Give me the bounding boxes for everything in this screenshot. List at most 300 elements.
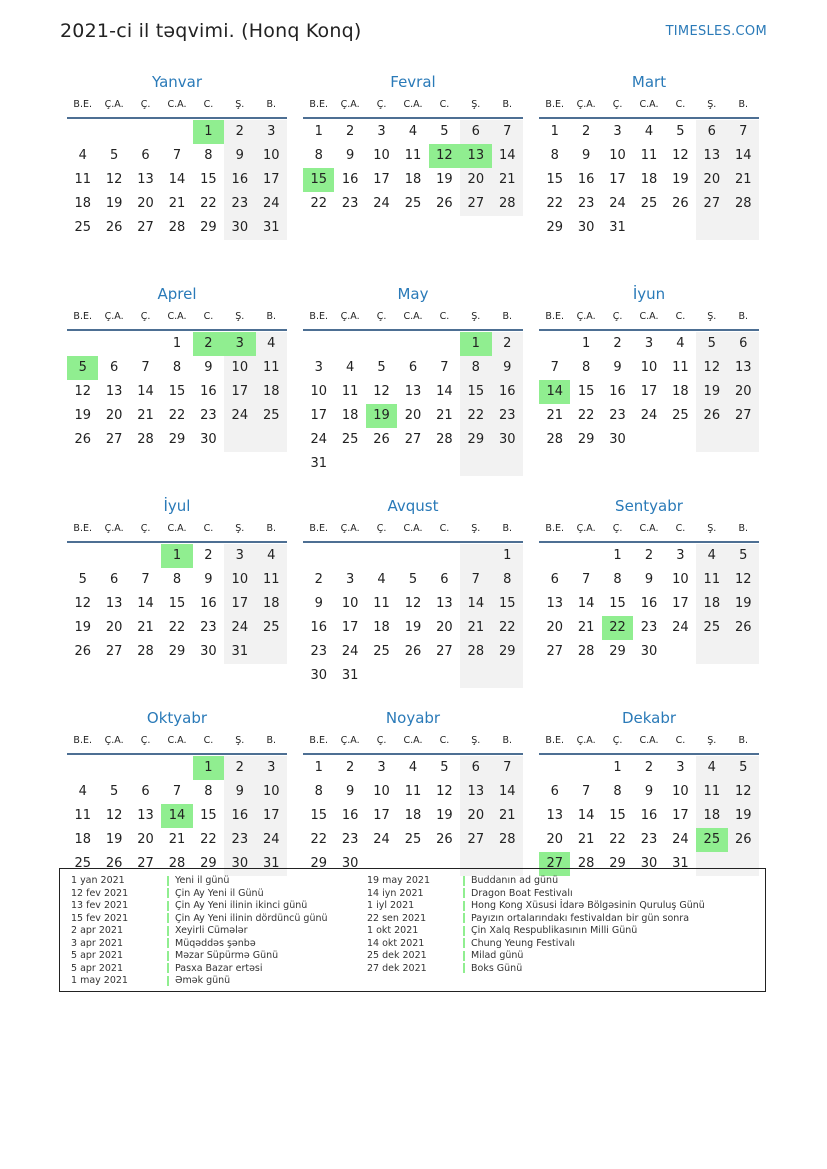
weekday-label: Ş. bbox=[707, 523, 717, 534]
day-cell: 1 bbox=[314, 760, 323, 775]
weekday-label: Ç. bbox=[376, 311, 387, 322]
day-cell: 16 bbox=[341, 172, 359, 187]
weekday-label: B. bbox=[266, 735, 277, 746]
days-grid bbox=[67, 332, 287, 452]
day-cell: 23 bbox=[492, 404, 523, 428]
day-cell: 9 bbox=[613, 360, 622, 375]
day-cell: 1 bbox=[314, 124, 323, 139]
empty-cell bbox=[633, 216, 664, 240]
day-cell: 3 bbox=[314, 360, 323, 375]
weekday-label: C. bbox=[203, 523, 214, 534]
day-cell: 11 bbox=[696, 568, 727, 592]
day-cell: 24 bbox=[373, 196, 390, 211]
weekday-label: B. bbox=[738, 735, 749, 746]
day-cell: 19 bbox=[728, 804, 759, 828]
day-cell: 10 bbox=[672, 572, 689, 587]
month-name: Aprel bbox=[157, 285, 197, 303]
empty-cell bbox=[665, 428, 696, 452]
day-cell: 2 bbox=[224, 756, 255, 780]
day-cell: 11 bbox=[404, 148, 422, 163]
day-cell: 10 bbox=[224, 356, 255, 380]
weekday-label: B.E. bbox=[309, 735, 328, 746]
day-cell: 25 bbox=[672, 408, 689, 423]
holiday-day-cell: 27 bbox=[539, 852, 570, 876]
holiday-legend-row bbox=[367, 913, 705, 926]
holiday-legend bbox=[59, 868, 766, 992]
days-grid bbox=[67, 544, 287, 664]
day-cell: 5 bbox=[696, 332, 727, 356]
day-cell: 21 bbox=[492, 168, 523, 192]
day-cell: 14 bbox=[460, 592, 491, 616]
empty-cell bbox=[303, 544, 334, 568]
day-cell: 18 bbox=[373, 620, 390, 635]
day-cell: 23 bbox=[341, 196, 359, 211]
empty-cell bbox=[570, 544, 601, 568]
day-cell: 25 bbox=[74, 856, 91, 871]
day-cell: 25 bbox=[74, 220, 91, 235]
day-cell: 5 bbox=[728, 544, 759, 568]
empty-cell bbox=[98, 120, 129, 144]
day-cell: 28 bbox=[137, 432, 154, 447]
weekday-label: Ç. bbox=[612, 99, 623, 110]
holiday-day-cell: 1 bbox=[161, 544, 192, 568]
day-cell: 7 bbox=[581, 784, 591, 799]
day-cell: 13 bbox=[105, 384, 123, 399]
empty-cell bbox=[366, 664, 397, 688]
weekday-label: C.A. bbox=[167, 523, 187, 534]
day-cell: 6 bbox=[460, 756, 491, 780]
holiday-date: 14 okt 2021 bbox=[367, 937, 425, 949]
weekday-label: B. bbox=[738, 311, 749, 322]
day-cell: 13 bbox=[460, 780, 491, 804]
day-cell: 10 bbox=[609, 148, 626, 163]
holiday-name: Boks Günü bbox=[471, 962, 523, 974]
empty-cell bbox=[665, 640, 696, 664]
day-cell: 24 bbox=[373, 832, 390, 847]
day-cell: 28 bbox=[168, 220, 186, 235]
holiday-legend-row bbox=[71, 900, 328, 913]
day-cell: 27 bbox=[460, 828, 491, 852]
weekday-label: C.A. bbox=[403, 735, 423, 746]
day-cell: 17 bbox=[256, 804, 287, 828]
weekday-header bbox=[539, 305, 759, 331]
holiday-name: Müqəddəs şənbə bbox=[175, 937, 256, 949]
day-cell: 25 bbox=[640, 196, 658, 211]
day-cell: 26 bbox=[74, 432, 91, 447]
holiday-date: 5 apr 2021 bbox=[71, 950, 124, 961]
weekday-label: Ş. bbox=[235, 99, 245, 110]
day-cell: 30 bbox=[200, 644, 217, 659]
day-cell: 27 bbox=[105, 432, 123, 447]
month-name: Oktyabr bbox=[146, 709, 208, 727]
day-cell: 15 bbox=[492, 592, 523, 616]
weekday-header bbox=[539, 729, 759, 755]
day-cell: 4 bbox=[256, 332, 287, 356]
holiday-day-cell: 25 bbox=[696, 828, 727, 852]
day-cell: 7 bbox=[172, 148, 182, 163]
day-cell: 19 bbox=[404, 620, 422, 635]
day-cell: 26 bbox=[436, 196, 453, 211]
day-cell: 25 bbox=[341, 432, 359, 447]
day-cell: 20 bbox=[460, 804, 491, 828]
day-cell: 5 bbox=[676, 124, 685, 139]
day-cell: 4 bbox=[696, 756, 727, 780]
day-cell: 22 bbox=[310, 196, 327, 211]
weekday-header bbox=[67, 305, 287, 331]
day-cell: 17 bbox=[609, 172, 626, 187]
day-cell: 8 bbox=[314, 148, 323, 163]
day-cell: 14 bbox=[492, 144, 523, 168]
day-cell: 28 bbox=[577, 644, 595, 659]
holiday-date: 1 yan 2021 bbox=[71, 875, 125, 886]
day-cell: 5 bbox=[377, 360, 386, 375]
holiday-date: 3 apr 2021 bbox=[71, 937, 124, 949]
day-cell: 10 bbox=[224, 568, 255, 592]
day-cell: 30 bbox=[640, 644, 658, 659]
day-cell: 8 bbox=[613, 572, 622, 587]
day-cell: 29 bbox=[577, 432, 595, 447]
month-block bbox=[539, 495, 759, 707]
weekday-label: C.A. bbox=[639, 735, 659, 746]
day-cell: 8 bbox=[460, 356, 491, 380]
day-cell: 22 bbox=[609, 832, 626, 847]
day-cell: 18 bbox=[341, 408, 359, 423]
day-cell: 26 bbox=[105, 856, 123, 871]
holiday-date: 1 iyl 2021 bbox=[367, 900, 415, 911]
weekday-label: B. bbox=[266, 311, 277, 322]
day-cell: 24 bbox=[672, 620, 689, 635]
day-cell: 12 bbox=[74, 596, 91, 611]
weekday-label: B. bbox=[502, 523, 513, 534]
empty-cell bbox=[67, 544, 98, 568]
day-cell: 26 bbox=[436, 832, 453, 847]
holiday-name: Çin Ay Yeni ilinin ikinci günü bbox=[175, 900, 308, 911]
empty-cell bbox=[460, 452, 491, 476]
day-cell: 15 bbox=[168, 596, 186, 611]
days-grid bbox=[539, 544, 759, 664]
day-cell: 29 bbox=[200, 856, 217, 871]
day-cell: 3 bbox=[256, 756, 287, 780]
holiday-name: Xeyirli Cümələr bbox=[175, 925, 248, 936]
weekday-label: B. bbox=[738, 99, 749, 110]
holiday-day-cell: 19 bbox=[366, 404, 397, 428]
weekday-label: C. bbox=[439, 523, 450, 534]
day-cell: 30 bbox=[200, 432, 217, 447]
holiday-name: Əmək günü bbox=[175, 975, 231, 986]
holiday-legend-row bbox=[367, 875, 705, 888]
day-cell: 4 bbox=[78, 148, 87, 163]
empty-cell bbox=[130, 332, 161, 356]
holiday-marker bbox=[167, 926, 169, 936]
day-cell: 13 bbox=[728, 356, 759, 380]
holiday-name: Dragon Boat Festivalı bbox=[471, 887, 573, 899]
weekday-label: C. bbox=[675, 99, 686, 110]
weekday-label: B.E. bbox=[309, 523, 328, 534]
day-cell: 6 bbox=[696, 120, 727, 144]
day-cell: 1 bbox=[581, 336, 591, 351]
holiday-name: Məzar Süpürmə Günü bbox=[175, 950, 279, 961]
weekday-label: C. bbox=[675, 735, 686, 746]
day-cell: 22 bbox=[492, 616, 523, 640]
holiday-legend-right bbox=[367, 875, 705, 975]
day-cell: 16 bbox=[609, 384, 626, 399]
day-cell: 14 bbox=[492, 780, 523, 804]
day-cell: 13 bbox=[546, 596, 563, 611]
day-cell: 7 bbox=[550, 360, 559, 375]
empty-cell bbox=[397, 332, 428, 356]
weekday-label: Ç. bbox=[140, 523, 151, 534]
day-cell: 20 bbox=[460, 168, 491, 192]
day-cell: 31 bbox=[310, 456, 327, 471]
weekday-label: C. bbox=[675, 523, 686, 534]
month-block bbox=[303, 283, 523, 495]
holiday-date: 19 may 2021 bbox=[367, 875, 431, 886]
empty-cell bbox=[570, 756, 601, 780]
holiday-date: 12 fev 2021 bbox=[71, 887, 129, 899]
day-cell: 27 bbox=[436, 644, 453, 659]
day-cell: 25 bbox=[256, 616, 287, 640]
day-cell: 9 bbox=[345, 784, 355, 799]
day-cell: 10 bbox=[310, 384, 327, 399]
day-cell: 28 bbox=[728, 192, 759, 216]
day-cell: 8 bbox=[314, 784, 323, 799]
weekday-label: Ç. bbox=[612, 311, 623, 322]
weekday-label: Ş. bbox=[707, 311, 717, 322]
day-cell: 21 bbox=[460, 616, 491, 640]
day-cell: 12 bbox=[436, 784, 453, 799]
day-cell: 28 bbox=[436, 432, 453, 447]
weekday-label: C. bbox=[439, 99, 450, 110]
weekday-header bbox=[303, 517, 523, 543]
day-cell: 20 bbox=[137, 196, 154, 211]
holiday-legend-row bbox=[367, 938, 705, 951]
holiday-marker bbox=[167, 876, 169, 886]
day-cell: 15 bbox=[200, 808, 217, 823]
day-cell: 21 bbox=[436, 408, 453, 423]
day-cell: 8 bbox=[492, 568, 523, 592]
weekday-header bbox=[539, 93, 759, 119]
day-cell: 27 bbox=[105, 644, 123, 659]
holiday-marker bbox=[463, 963, 465, 973]
empty-cell bbox=[224, 428, 255, 452]
weekday-label: C.A. bbox=[403, 311, 423, 322]
holiday-date: 2 apr 2021 bbox=[71, 925, 124, 936]
holiday-day-cell: 1 bbox=[460, 332, 491, 356]
holiday-legend-row bbox=[71, 875, 328, 888]
day-cell: 3 bbox=[613, 124, 622, 139]
day-cell: 5 bbox=[440, 760, 449, 775]
weekday-label: Ç. bbox=[140, 99, 151, 110]
empty-cell bbox=[366, 544, 397, 568]
day-cell: 21 bbox=[137, 408, 154, 423]
day-cell: 13 bbox=[105, 596, 123, 611]
empty-cell bbox=[429, 664, 460, 688]
day-cell: 24 bbox=[256, 828, 287, 852]
weekday-label: C.A. bbox=[639, 523, 659, 534]
empty-cell bbox=[696, 640, 727, 664]
month-block bbox=[539, 283, 759, 495]
day-cell: 3 bbox=[676, 760, 685, 775]
day-cell: 5 bbox=[408, 572, 418, 587]
empty-cell bbox=[334, 332, 365, 356]
holiday-marker bbox=[167, 901, 169, 911]
day-cell: 11 bbox=[640, 148, 658, 163]
empty-cell bbox=[334, 544, 365, 568]
day-cell: 24 bbox=[224, 616, 255, 640]
day-cell: 13 bbox=[137, 808, 154, 823]
day-cell: 6 bbox=[440, 572, 449, 587]
month-name: Fevral bbox=[390, 73, 436, 91]
day-cell: 2 bbox=[492, 332, 523, 356]
day-cell: 16 bbox=[492, 380, 523, 404]
empty-cell bbox=[492, 452, 523, 476]
weekday-label: Ç. bbox=[140, 311, 151, 322]
day-cell: 16 bbox=[341, 808, 359, 823]
day-cell: 9 bbox=[345, 148, 355, 163]
empty-cell bbox=[696, 428, 727, 452]
day-cell: 20 bbox=[436, 620, 453, 635]
day-cell: 21 bbox=[168, 832, 186, 847]
day-cell: 18 bbox=[256, 592, 287, 616]
day-cell: 19 bbox=[74, 620, 91, 635]
day-cell: 25 bbox=[256, 404, 287, 428]
day-cell: 26 bbox=[672, 196, 689, 211]
empty-cell bbox=[728, 216, 759, 240]
day-cell: 19 bbox=[105, 832, 123, 847]
day-cell: 15 bbox=[310, 808, 327, 823]
weekday-label: B.E. bbox=[73, 735, 92, 746]
day-cell: 17 bbox=[672, 808, 689, 823]
day-cell: 11 bbox=[373, 596, 390, 611]
day-cell: 24 bbox=[341, 644, 359, 659]
holiday-marker bbox=[167, 913, 169, 923]
empty-cell bbox=[539, 756, 570, 780]
day-cell: 5 bbox=[109, 148, 119, 163]
day-cell: 19 bbox=[436, 808, 453, 823]
day-cell: 19 bbox=[436, 172, 453, 187]
weekday-label: Ç.A. bbox=[340, 523, 360, 534]
day-cell: 10 bbox=[373, 148, 390, 163]
weekday-label: C.A. bbox=[167, 99, 187, 110]
day-cell: 8 bbox=[172, 360, 182, 375]
day-cell: 15 bbox=[460, 380, 491, 404]
day-cell: 9 bbox=[644, 572, 654, 587]
day-cell: 11 bbox=[256, 568, 287, 592]
weekday-label: C. bbox=[439, 735, 450, 746]
day-cell: 15 bbox=[609, 808, 626, 823]
day-cell: 23 bbox=[224, 828, 255, 852]
weekday-label: Ç.A. bbox=[576, 735, 596, 746]
holiday-day-cell: 15 bbox=[303, 168, 334, 192]
day-cell: 15 bbox=[200, 172, 217, 187]
empty-cell bbox=[429, 452, 460, 476]
empty-cell bbox=[161, 120, 192, 144]
day-cell: 4 bbox=[644, 124, 654, 139]
empty-cell bbox=[256, 640, 287, 664]
day-cell: 26 bbox=[696, 404, 727, 428]
weekday-label: B. bbox=[266, 99, 277, 110]
holiday-day-cell: 14 bbox=[539, 380, 570, 404]
weekday-label: C. bbox=[203, 735, 214, 746]
empty-cell bbox=[633, 428, 664, 452]
weekday-label: C. bbox=[439, 311, 450, 322]
weekday-label: B.E. bbox=[545, 311, 564, 322]
weekday-label: Ç. bbox=[612, 523, 623, 534]
day-cell: 3 bbox=[377, 760, 386, 775]
day-cell: 3 bbox=[377, 124, 386, 139]
day-cell: 23 bbox=[200, 620, 217, 635]
holiday-legend-row bbox=[71, 963, 328, 976]
days-grid bbox=[303, 756, 523, 876]
day-cell: 11 bbox=[256, 356, 287, 380]
day-cell: 12 bbox=[105, 808, 123, 823]
day-cell: 3 bbox=[676, 548, 685, 563]
day-cell: 7 bbox=[460, 568, 491, 592]
weekday-label: B.E. bbox=[309, 99, 328, 110]
day-cell: 31 bbox=[672, 856, 689, 871]
day-cell: 28 bbox=[137, 644, 154, 659]
day-cell: 22 bbox=[577, 408, 595, 423]
weekday-label: C.A. bbox=[167, 311, 187, 322]
weekday-label: C. bbox=[675, 311, 686, 322]
day-cell: 11 bbox=[696, 780, 727, 804]
day-cell: 12 bbox=[404, 596, 422, 611]
day-cell: 2 bbox=[644, 760, 654, 775]
holiday-legend-row bbox=[71, 925, 328, 938]
holiday-marker bbox=[463, 913, 465, 923]
day-cell: 9 bbox=[644, 784, 654, 799]
weekday-header bbox=[303, 93, 523, 119]
day-cell: 18 bbox=[672, 384, 689, 399]
day-cell: 30 bbox=[640, 856, 658, 871]
day-cell: 17 bbox=[672, 596, 689, 611]
empty-cell bbox=[728, 428, 759, 452]
day-cell: 28 bbox=[577, 856, 595, 871]
day-cell: 28 bbox=[546, 432, 563, 447]
day-cell: 6 bbox=[550, 784, 559, 799]
day-cell: 17 bbox=[373, 172, 390, 187]
day-cell: 30 bbox=[577, 220, 595, 235]
day-cell: 6 bbox=[550, 572, 559, 587]
weekday-label: B.E. bbox=[73, 311, 92, 322]
day-cell: 18 bbox=[404, 172, 422, 187]
weekday-label: B. bbox=[502, 99, 513, 110]
day-cell: 22 bbox=[200, 832, 217, 847]
empty-cell bbox=[366, 332, 397, 356]
day-cell: 12 bbox=[74, 384, 91, 399]
day-cell: 12 bbox=[105, 172, 123, 187]
day-cell: 7 bbox=[492, 120, 523, 144]
weekday-label: Ş. bbox=[707, 99, 717, 110]
day-cell: 17 bbox=[640, 384, 658, 399]
day-cell: 15 bbox=[609, 596, 626, 611]
day-cell: 13 bbox=[436, 596, 453, 611]
day-cell: 26 bbox=[404, 644, 422, 659]
weekday-label: B. bbox=[502, 311, 513, 322]
holiday-date: 1 may 2021 bbox=[71, 975, 128, 986]
day-cell: 23 bbox=[640, 832, 658, 847]
day-cell: 17 bbox=[310, 408, 327, 423]
day-cell: 8 bbox=[172, 572, 182, 587]
day-cell: 1 bbox=[492, 544, 523, 568]
weekday-label: Ç.A. bbox=[104, 523, 124, 534]
brand-logo[interactable]: TIMESLES.COM bbox=[665, 24, 767, 39]
holiday-marker bbox=[463, 901, 465, 911]
weekday-label: Ç.A. bbox=[104, 735, 124, 746]
day-cell: 21 bbox=[492, 804, 523, 828]
day-cell: 8 bbox=[613, 784, 622, 799]
holiday-legend-row bbox=[71, 938, 328, 951]
